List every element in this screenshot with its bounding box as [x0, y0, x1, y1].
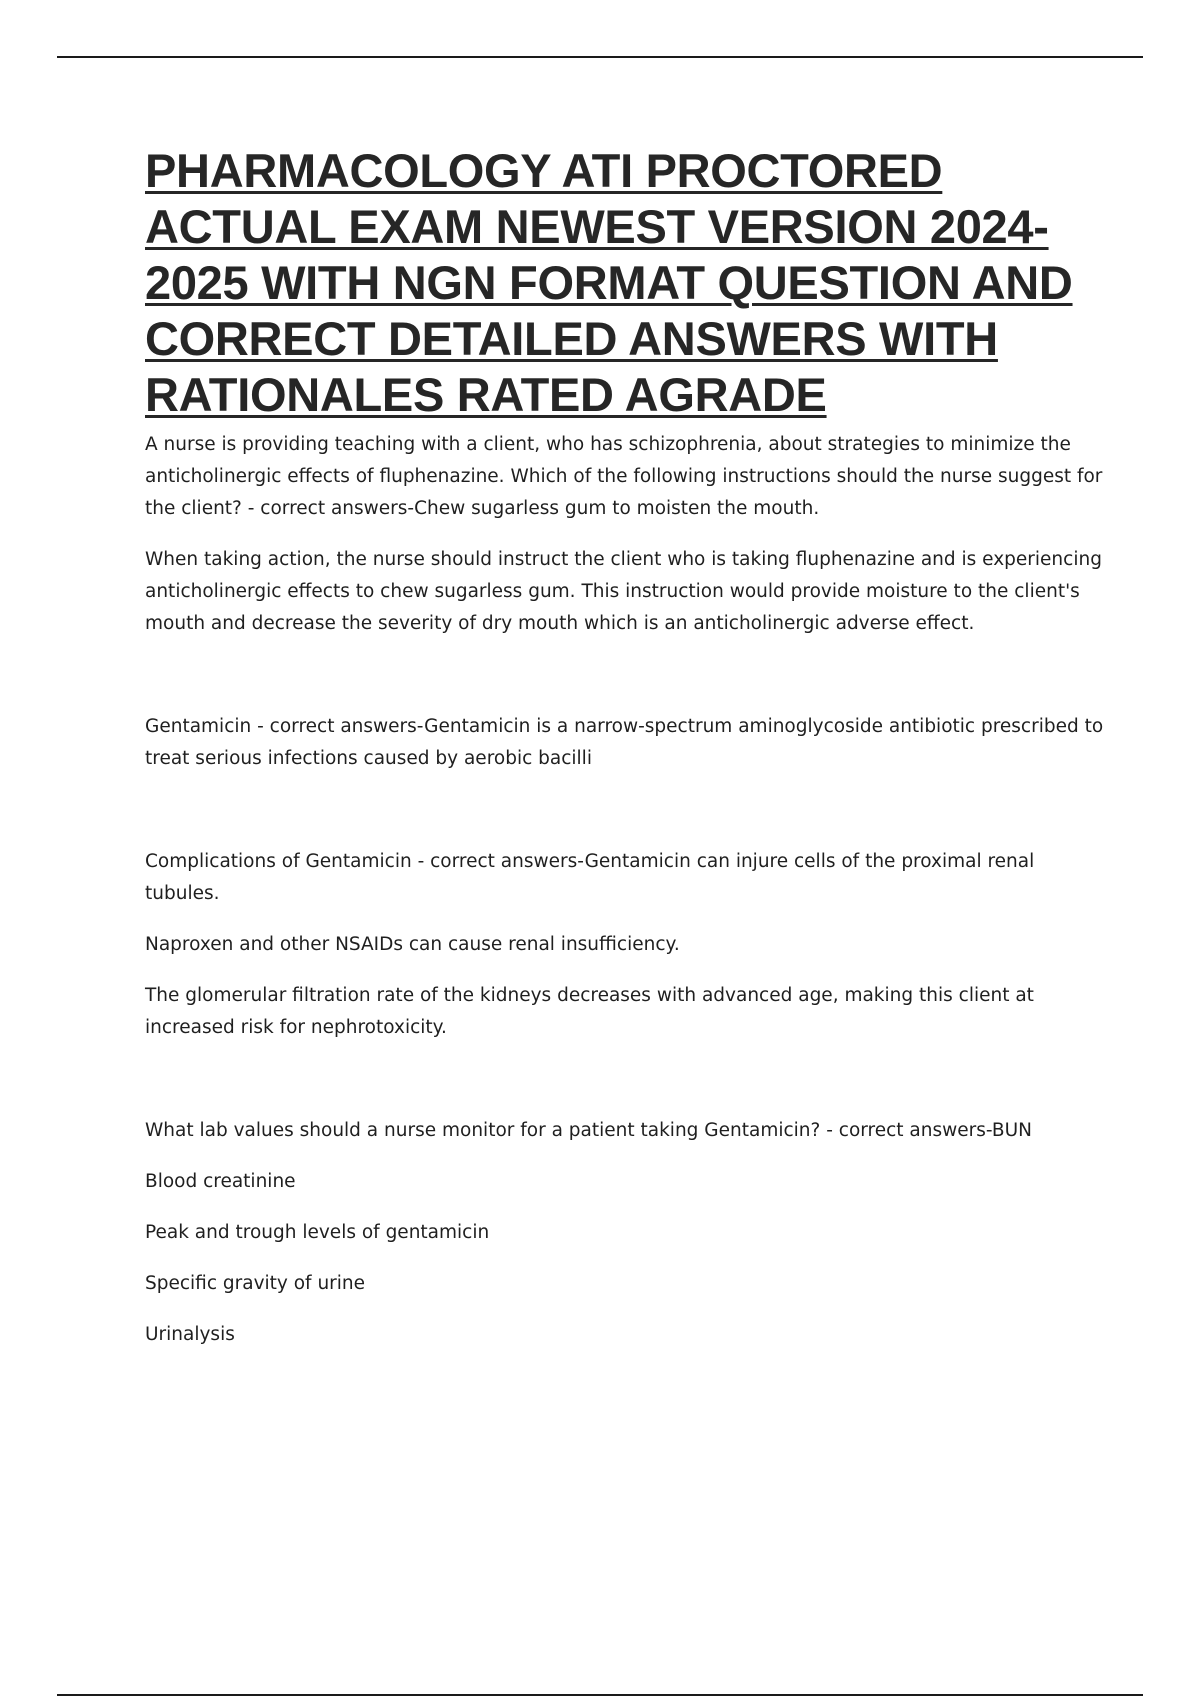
answer-item: Specific gravity of urine: [145, 1273, 366, 1294]
answer-item: Urinalysis: [145, 1324, 235, 1345]
question-answer: Gentamicin - correct answers-Gentamicin is a narrow-spectrum aminoglycoside antibiotic prescribed to treat serious infections caused by aerobic bacilli: [145, 716, 1104, 769]
answer-item: Peak and trough levels of gentamicin: [145, 1222, 490, 1243]
question-answer: Complications of Gentamicin - correct answers-Gentamicin can injure cells of the proximal renal tubules.: [145, 851, 1035, 904]
qa-block-gentamicin-labs: [145, 1115, 1105, 1351]
rationale: Naproxen and other NSAIDs can cause renal insufficiency.: [145, 934, 680, 955]
bottom-rule: [57, 1694, 1143, 1696]
answer-item: Blood creatinine: [145, 1171, 296, 1192]
qa-block-gentamicin: [145, 711, 1105, 775]
page-content: [145, 143, 1105, 1351]
document-title: PHARMACOLOGY ATI PROCTORED ACTUAL EXAM NEWEST VERSION 2024-2025 WITH NGN FORMAT QUESTION AND CORRECT DETAILED ANSWERS WITH RATIONALES RATED AGRADE: [145, 144, 1073, 421]
rationale: When taking action, the nurse should instruct the client who is taking fluphenazine and is experiencing anticholinergic effects to chew sugarless gum. This instruction would provide moisture to the client's mouth and decrease the severity of dry mouth which is an anticholinergic adverse effect.: [145, 549, 1102, 634]
question-answer: What lab values should a nurse monitor for a patient taking Gentamicin? - correct answers-BUN: [145, 1120, 1032, 1141]
qa-block-gentamicin-complications: [145, 846, 1105, 1044]
top-rule: [57, 56, 1143, 58]
question-answer: A nurse is providing teaching with a client, who has schizophrenia, about strategies to minimize the anticholinergic effects of fluphenazine. Which of the following instructions should the nurse suggest for the client? - correct answers-Chew sugarless gum to moisten the mouth.: [145, 434, 1103, 519]
rationale: The glomerular filtration rate of the kidneys decreases with advanced age, making this client at increased risk for nephrotoxicity.: [145, 985, 1034, 1038]
qa-block-fluphenazine: [145, 429, 1105, 640]
